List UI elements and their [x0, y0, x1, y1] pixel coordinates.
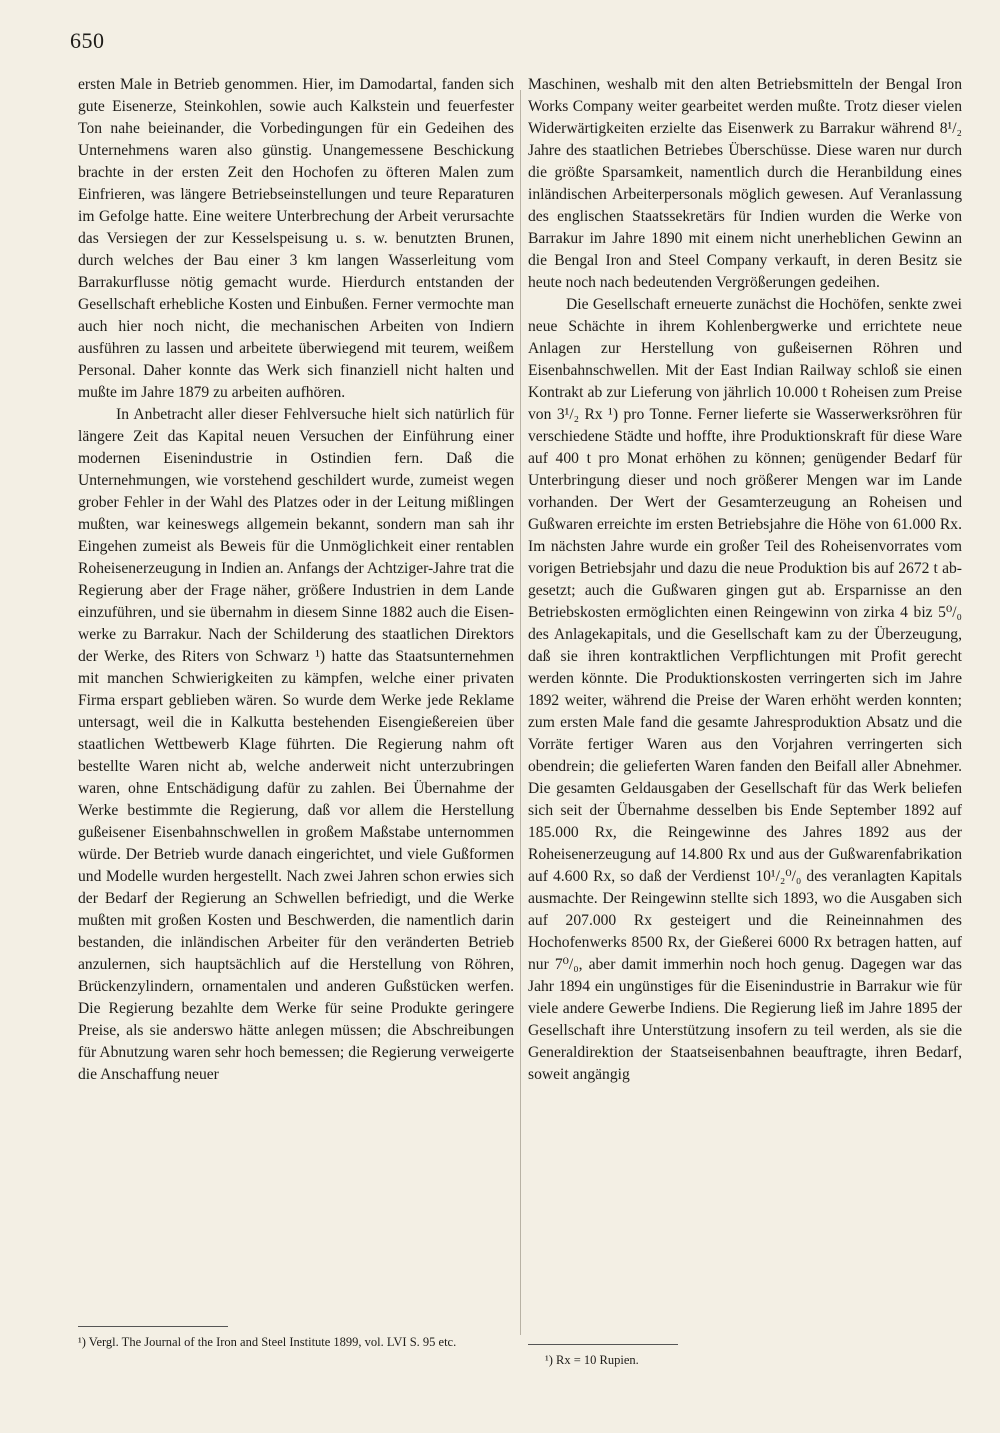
- footnote-left: ¹) Vergl. The Journal of the Iron and Steel Institute 1899, vol. LVI S. 95 etc.: [78, 1335, 457, 1349]
- footnote-right: ¹) Rx = 10 Rupien.: [545, 1353, 639, 1367]
- left-paragraph-1: ersten Male in Betrieb genommen. Hier, im Damodartal, fanden sich gute Eisenerze, Steinkohlen, sowie auch Kalkstein und feuerfester Ton nahe beieinander, die Vorbedingungen für ein Gedeihen des Unternehmens waren also günstig. Unangemessene Beschickung brachte in der ersten Zeit den Hochofen zu öfteren Malen zum Einfrieren, was längere Betriebseinstellungen und teure Reparaturen im Gefolge hatte. Eine weitere Unterbrechung der Arbeit verursachte das Versiegen der zur Kesselspeisung u. s. w. benutzten Brunen, durch welches der Bau einer 3 km langen Wasserleitung vom Barrakurflusse nötig gemacht wurde. Hierdurch entstanden der Gesellschaft erhebliche Kosten und Einbußen. Ferner vermochte man auch hier noch nicht, die mechanischen Arbeiten von Indiern ausführen zu lassen und arbeitete überwiegend mit teurem, weißem Personal. Daher konnte das Werk sich finanziell nicht halten und mußte im Jahre 1879 zu arbeiten aufhören.: [78, 76, 514, 401]
- footnote-rule-right: [528, 1344, 678, 1345]
- column-divider: [520, 90, 521, 1335]
- left-column: [78, 74, 514, 1086]
- right-paragraph-2: Die Gesellschaft erneuerte zunächst die Hochöfen, senkte zwei neue Schächte in ihrem Kohlenbergwerke und errichtete neue Anlagen zur Herstellung von gußeisernen Röhren und Eisenbahnschwellen. Mit der East Indian Railway schloß sie einen Kontrakt ab zur Lieferung von jährlich 10.000 t Roheisen zum Preise von 3¹/₂ Rx ¹) pro Tonne. Ferner lieferte sie Wasserwerksröhren für verschiedene Städte und hoffte, ihre Produktionskraft für diese Ware auf 400 t pro Monat erhöhen zu können; genügender Bedarf für Unterbringung dieser und noch größerer Mengen war im Lande vorhanden. Der Wert der Gesamterzeugung an Roheisen und Gußwaren erreichte im ersten Betriebsjahre die Höhe von 61.000 Rx. Im nächsten Jahre wurde ein großer Teil des Roheisenvorrates vom vorigen Betriebsjahr und dazu die neue Produktion bis auf 2672 t abgesetzt; auch die Gußwaren gingen gut ab. Ersparnisse an den Betriebskosten ermöglichten einen Reingewinn von zirka 4 biz 5⁰/₀ des Anlagekapitals, und die Gesellschaft kam zu der Überzeugung, daß sie ihren kontraktlichen Verpflichtungen mit Profit gerecht werden könnte. Die Produktionskosten verringerten sich im Jahre 1892 weiter, während die Preise der Waren erhöht werden konnten; zum ersten Male fand die gesamte Jahresproduktion Absatz und die Vorräte fertiger Waren aus den Vorjahren verringerten sich obendrein; die gelieferten Waren fanden den Beifall aller Abnehmer. Die gesamten Geldausgaben der Gesellschaft für das Werk beliefen sich seit der Übernahme desselben bis Ende September 1892 auf 185.000 Rx, die Reingewinne des Jahres 1892 aus der Roheisenerzeugung auf 14.800 Rx und aus der Gußwarenfabrikation auf 4.600 Rx, so daß der Verdienst 10¹/₂⁰/₀ des veranlagten Kapitals ausmachte. Der Reingewinn stellte sich 1893, wo die Ausgaben sich auf 207.000 Rx gesteigert und die Reineinnahmen des Hochofenwerks 8500 Rx, der Gießerei 6000 Rx betragen hatten, auf nur 7⁰/₀, aber damit immerhin noch hoch genug. Dagegen war das Jahr 1894 ein ungünstiges für die Eisenindustrie in Barrakur wie für viele andere Gewerbe Indiens. Die Regierung ließ im Jahre 1895 der Gesellschaft ihre Unterstützung insofern zu teil werden, als sie die Generaldirektion der Staatseisenbahnen beauftragte, ihren Bedarf, soweit angängig: [528, 296, 962, 1083]
- page-number: 650: [70, 28, 105, 53]
- right-column: [528, 74, 962, 1086]
- footnote-rule-left: [78, 1326, 228, 1327]
- left-paragraph-2: In Anbetracht aller dieser Fehlversuche hielt sich natürlich für längere Zeit das Kapital neuen Versuchen der Einführung einer modernen Eisenindustrie in Ostindien fern. Daß die Unternehmungen, wie vorstehend geschildert wurde, zumeist wegen grober Fehler in der Wahl des Platzes oder in der Leitung mißlingen mußten, war keineswegs allgemein bekannt, sondern man sah ihr Eingehen zumeist als Beweis für die Unmöglichkeit einer rentablen Roheisenerzeugung in Indien an. Anfangs der Achtziger-Jahre trat die Regierung aber der Frage näher, größere Industrien in dem Lande einzuführen, und sie übernahm in diesem Sinne 1882 auch die Eisenwerke zu Barrakur. Nach der Schilderung des staatlichen Direktors der Werke, des Riters von Schwarz ¹) hatte das Staatsunternehmen mit manchen Schwierigkeiten zu kämpfen, welche einer privaten Firma erspart geblieben wären. So wurde dem Werke jede Reklame untersagt, weil die in Kalkutta bestehenden Eisengießereien über staatlichen Wettbewerb Klage führten. Die Regierung nahm oft bestellte Waren nicht ab, welche anderweit nicht unterzubringen waren, ohne Entschädigung dafür zu zahlen. Bei Übernahme der Werke bestimmte die Regierung, daß vor allem die Herstellung gußeisener Eisenbahnschwellen in großem Maßstabe unternommen würde. Der Betrieb wurde danach eingerichtet, und viele Gußformen und Modelle wurden hergestellt. Nach zwei Jahren schon erwies sich der Bedarf der Regierung an Schwellen befriedigt, und die Werke mußten mit großen Kosten und Beschwerden, die namentlich darin bestanden, die inländischen Arbeiter für den veränderten Betrieb anzulernen, sich hauptsächlich auf die Herstellung von Röhren, Brückenzylindern, ornamentalen und anderen Gußstücken werfen. Die Regierung bezahlte dem Werke für seine Produkte geringere Preise, als sie anderswo hätte anlegen müssen; die Abschreibungen für Abnutzung waren sehr hoch bemessen; die Regierung verweigerte die Anschaffung neuer: [78, 406, 514, 1083]
- right-paragraph-1: Maschinen, weshalb mit den alten Betriebsmitteln der Bengal Iron Works Company weiter gearbeitet werden mußte. Trotz dieser vielen Widerwärtigkeiten erzielte das Eisenwerk zu Barrakur während 8¹/₂ Jahre des staatlichen Betriebes Überschüsse. Diese waren nur durch die größte Sparsamkeit, namentlich durch die Heranbildung eines inländischen Arbeiterpersonals möglich gewesen. Auf Veranlassung des englischen Staatssekretärs für Indien wurden die Werke von Barrakur im Jahre 1890 mit einem nicht unerheblichen Gewinn an die Bengal Iron and Steel Company verkauft, in deren Besitz sie heute noch nach bedeutenden Vergrößerungen gedeihen.: [528, 76, 962, 291]
